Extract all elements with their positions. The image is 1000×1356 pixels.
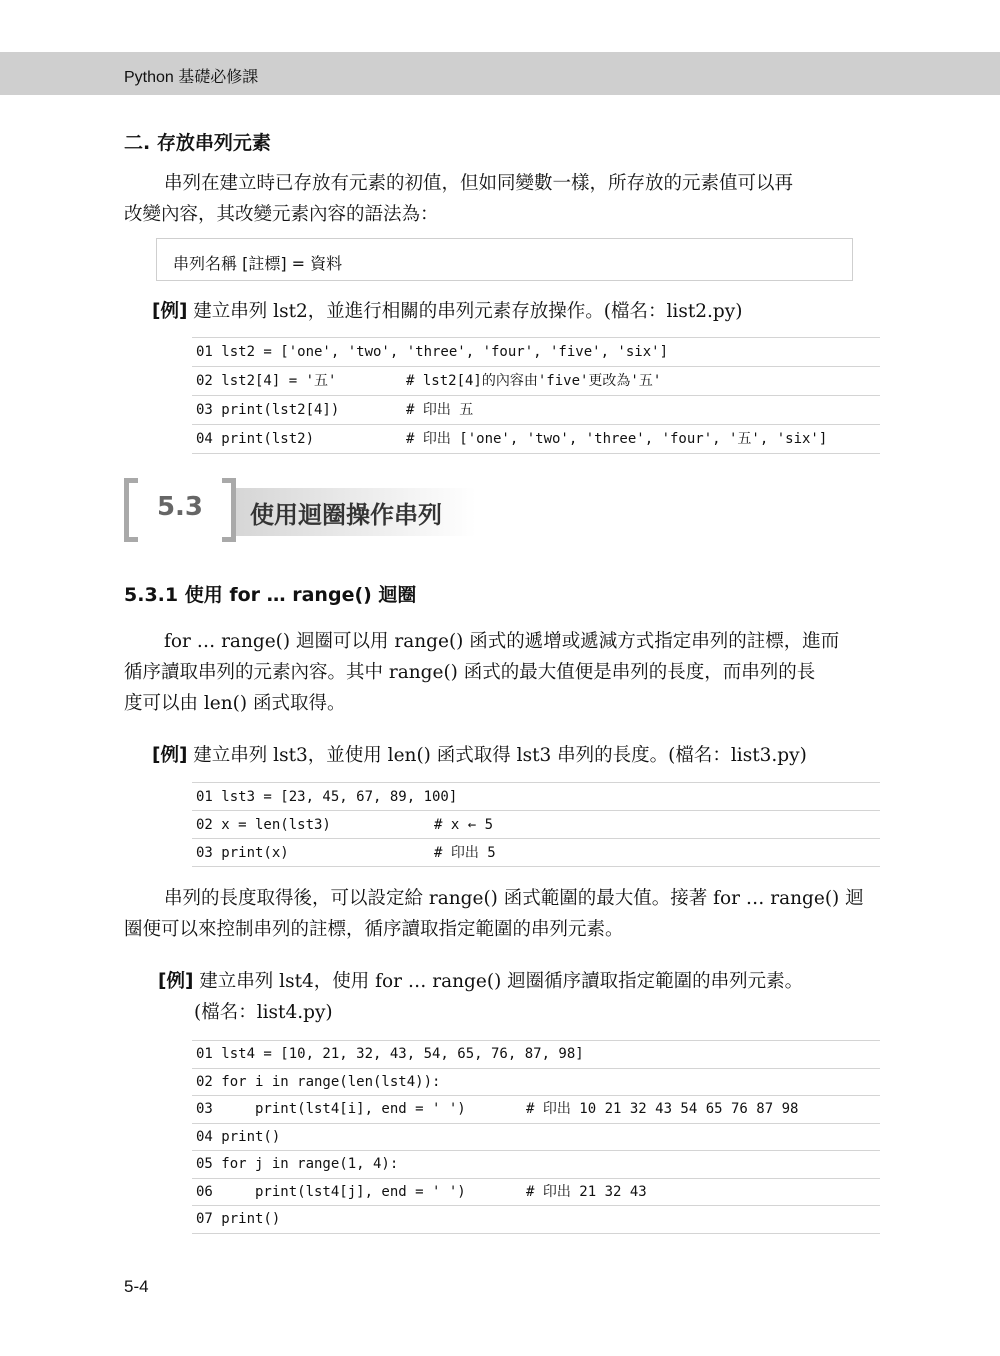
paragraph-line: for … range() 迴圈可以用 range() 函式的遞增或遞減方式指定串列的註標，進而 bbox=[164, 631, 840, 652]
code-line bbox=[192, 1151, 880, 1179]
paragraph-line: 串列在建立時已存放有元素的初值，但如同變數一樣，所存放的元素值可以再 bbox=[164, 173, 794, 194]
section-number: 5.3 bbox=[156, 492, 204, 522]
code-line bbox=[192, 1096, 880, 1124]
paragraph-length bbox=[124, 883, 880, 945]
example-caption bbox=[158, 966, 803, 1028]
paragraph-line: 改變內容，其改變元素內容的語法為： bbox=[124, 204, 439, 225]
code-comment: # 印出 5 bbox=[434, 845, 496, 861]
code-block bbox=[192, 782, 880, 867]
code-text: 03 print(x) bbox=[196, 845, 289, 861]
example-filename: (檔名：list4.py) bbox=[194, 1002, 333, 1023]
section-number-box bbox=[124, 478, 236, 542]
code-block bbox=[192, 1040, 880, 1234]
code-line bbox=[192, 1069, 880, 1097]
code-line bbox=[192, 425, 880, 454]
paragraph-line: 循序讀取串列的元素內容。其中 range() 函式的最大值便是串列的長度，而串列的長 bbox=[124, 662, 816, 683]
code-text: 02 for i in range(len(lst4)): bbox=[196, 1073, 441, 1090]
code-line bbox=[192, 1206, 880, 1234]
code-text: 04 print(lst2) bbox=[196, 431, 315, 447]
code-text: 03 print(lst4[i], end = ' ') bbox=[196, 1101, 466, 1117]
paragraph-range bbox=[124, 626, 880, 719]
example-text: 建立串列 lst2，並進行相關的串列元素存放操作。(檔名：list2.py) bbox=[187, 301, 743, 322]
code-line bbox=[192, 1179, 880, 1207]
page-number: 5-4 bbox=[124, 1277, 149, 1296]
code-comment: # lst2[4]的內容由'five'更改為'五' bbox=[406, 373, 662, 389]
code-block bbox=[192, 337, 880, 454]
code-line bbox=[192, 1124, 880, 1152]
code-comment: # 印出 10 21 32 43 54 65 76 87 98 bbox=[526, 1101, 799, 1117]
subsection-heading: 5.3.1 使用 for … range() 迴圈 bbox=[124, 584, 417, 606]
paragraph-intro bbox=[124, 168, 880, 230]
section-heading-store-elements: 二. 存放串列元素 bbox=[124, 132, 271, 154]
running-header: Python 基礎必修課 bbox=[124, 69, 259, 86]
code-comment: # 印出 ['one', 'two', 'three', 'four', '五', 'six'] bbox=[406, 431, 828, 447]
code-text: 02 x = len(lst3) bbox=[196, 817, 331, 833]
code-text: 04 print() bbox=[196, 1128, 281, 1145]
code-comment: # 印出 21 32 43 bbox=[526, 1183, 647, 1200]
code-text: 01 lst3 = [23, 45, 67, 89, 100] bbox=[196, 789, 458, 805]
example-caption bbox=[152, 740, 807, 771]
paragraph-line: 度可以由 len() 函式取得。 bbox=[124, 693, 346, 714]
section-title: 使用迴圈操作串列 bbox=[250, 501, 442, 529]
code-text: 02 lst2[4] = '五' bbox=[196, 373, 337, 389]
code-line bbox=[192, 839, 880, 867]
code-line bbox=[192, 783, 880, 811]
syntax-box: 串列名稱 [註標] = 資料 bbox=[156, 238, 853, 281]
code-text: 03 print(lst2[4]) bbox=[196, 402, 340, 418]
paragraph-line: 圈便可以來控制串列的註標，循序讀取指定範圍的串列元素。 bbox=[124, 919, 624, 940]
example-tag: [例] bbox=[152, 301, 188, 322]
code-text: 01 lst2 = ['one', 'two', 'three', 'four', 'five', 'six'] bbox=[196, 344, 669, 360]
code-comment: # x ← 5 bbox=[434, 817, 494, 833]
example-tag: [例] bbox=[158, 971, 194, 992]
code-text: 05 for j in range(1, 4): bbox=[196, 1156, 399, 1172]
example-caption bbox=[152, 296, 742, 327]
code-line bbox=[192, 396, 880, 425]
example-text: 建立串列 lst4，使用 for … range() 迴圈循序讀取指定範圍的串列元素。 bbox=[193, 971, 804, 992]
code-text: 07 print() bbox=[196, 1211, 281, 1227]
code-comment: # 印出 五 bbox=[406, 402, 474, 418]
example-text: 建立串列 lst3，並使用 len() 函式取得 lst3 串列的長度。(檔名：list3.py) bbox=[187, 745, 807, 766]
code-line bbox=[192, 367, 880, 396]
code-text: 01 lst4 = [10, 21, 32, 43, 54, 65, 76, 87, 98] bbox=[196, 1046, 584, 1062]
example-tag: [例] bbox=[152, 745, 188, 766]
code-line bbox=[192, 1041, 880, 1069]
code-line bbox=[192, 811, 880, 839]
paragraph-line: 串列的長度取得後，可以設定給 range() 函式範圍的最大值。接著 for … range() 迴 bbox=[164, 888, 864, 909]
code-line bbox=[192, 338, 880, 367]
code-text: 06 print(lst4[j], end = ' ') bbox=[196, 1183, 466, 1200]
